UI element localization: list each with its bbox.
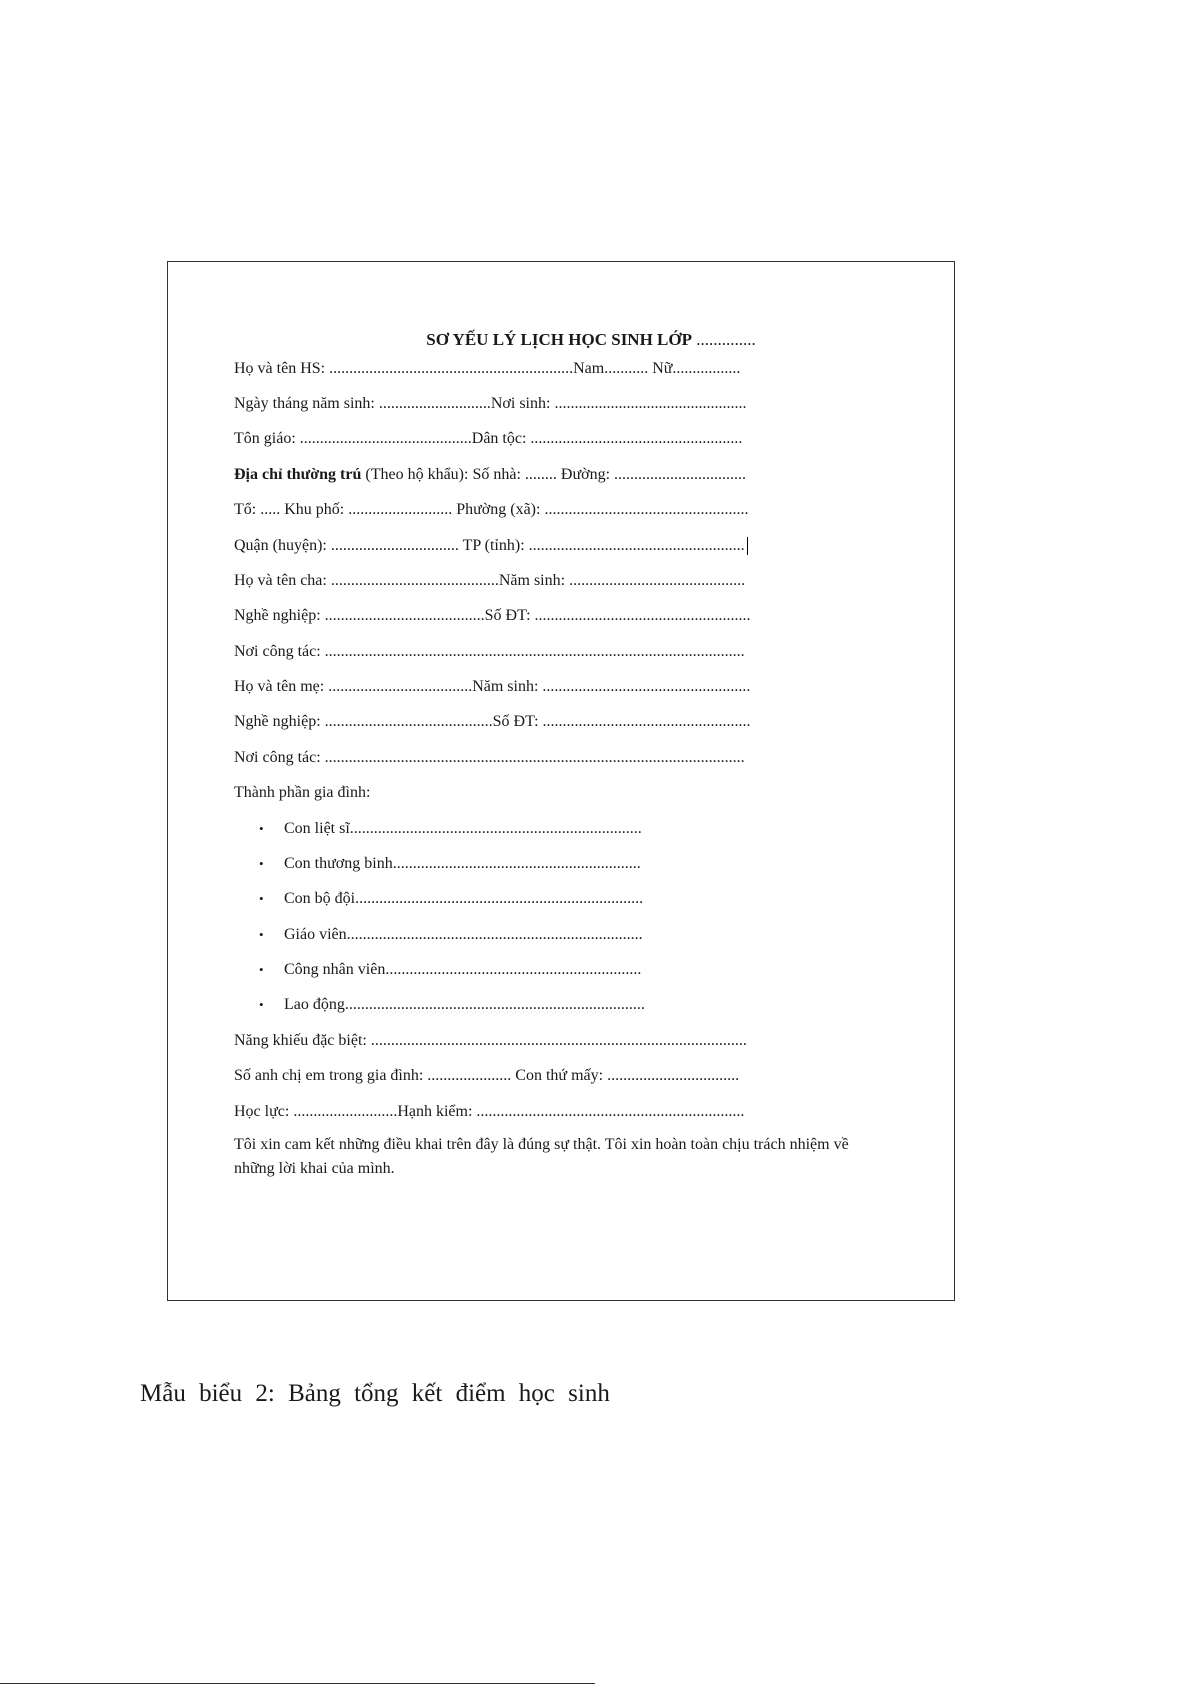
religion-line: Tôn giáo: ...........................................Dân tộc: .....................................................: [234, 430, 743, 447]
list-item-label: Con liệt sĩ.........................................................................: [284, 820, 642, 837]
address-rest: (Theo hộ khẩu): Số nhà: ........ Đường: .................................: [361, 466, 747, 483]
mother-workplace-line: Nơi công tác: .........................................................................................................: [234, 749, 745, 766]
list-item: [259, 854, 641, 874]
student-name-line: Họ và tên HS: .............................................................Nam........... Nữ.................: [234, 360, 741, 377]
district-line-text: Quận (huyện): ................................ TP (tỉnh): ......................................................: [234, 537, 745, 554]
mother-job-line: Nghề nghiệp: ..........................................Số ĐT: ....................................................: [234, 713, 751, 730]
form-title-text: SƠ YẾU LÝ LỊCH HỌC SINH LỚP: [426, 330, 692, 349]
list-item-label: Công nhân viên................................................................: [284, 961, 642, 978]
mother-name-line: Họ và tên mẹ: ....................................Năm sinh: ....................................................: [234, 678, 751, 695]
text-cursor: [747, 537, 748, 555]
special-talent-line: Năng khiếu đặc biệt: ..............................................................................................: [234, 1032, 747, 1049]
student-profile-form: [167, 261, 955, 1301]
list-item-label: Giáo viên..........................................................................: [284, 926, 643, 943]
form-title: [168, 330, 954, 350]
list-item: [259, 889, 643, 909]
birth-line: Ngày tháng năm sinh: ............................Nơi sinh: ................................................: [234, 395, 747, 412]
bullet-icon: •: [259, 997, 264, 1012]
list-item-label: Con thương binh..............................................................: [284, 855, 641, 872]
father-name-line: Họ và tên cha: ..........................................Năm sinh: ............................................: [234, 572, 746, 589]
bullet-icon: •: [259, 821, 264, 836]
list-item-label: Con bộ đội........................................................................: [284, 890, 644, 907]
list-item: [259, 925, 643, 945]
bullet-icon: •: [259, 962, 264, 977]
ward-line: Tổ: ..... Khu phố: .......................... Phường (xã): ...................................................: [234, 501, 749, 518]
siblings-line: Số anh chị em trong gia đình: ..................... Con thứ mấy: .................................: [234, 1067, 740, 1084]
father-workplace-line: Nơi công tác: .........................................................................................................: [234, 643, 745, 660]
footnote-separator: [0, 1683, 595, 1684]
figure-caption: Mẫu biểu 2: Bảng tổng kết điểm học sinh: [140, 1380, 610, 1407]
address-line: [234, 465, 746, 485]
address-label: Địa chỉ thường trú: [234, 466, 362, 483]
district-line: [234, 536, 748, 556]
bullet-icon: •: [259, 891, 264, 906]
academic-line: Học lực: ..........................Hạnh kiểm: ...................................................................: [234, 1103, 745, 1120]
list-item: [259, 960, 641, 980]
form-title-dots: ..............: [692, 330, 756, 349]
list-item: [259, 819, 642, 839]
list-item-label: Lao động...........................................................................: [284, 996, 645, 1013]
bullet-icon: •: [259, 856, 264, 871]
bullet-icon: •: [259, 927, 264, 942]
family-background-label: Thành phần gia đình:: [234, 784, 371, 801]
commitment-text: Tôi xin cam kết những điều khai trên đây là đúng sự thật. Tôi xin hoàn toàn chịu trách nhiệm về những lời khai của mình.: [234, 1136, 849, 1177]
list-item: [259, 995, 645, 1015]
father-job-line: Nghề nghiệp: ........................................Số ĐT: ......................................................: [234, 607, 751, 624]
